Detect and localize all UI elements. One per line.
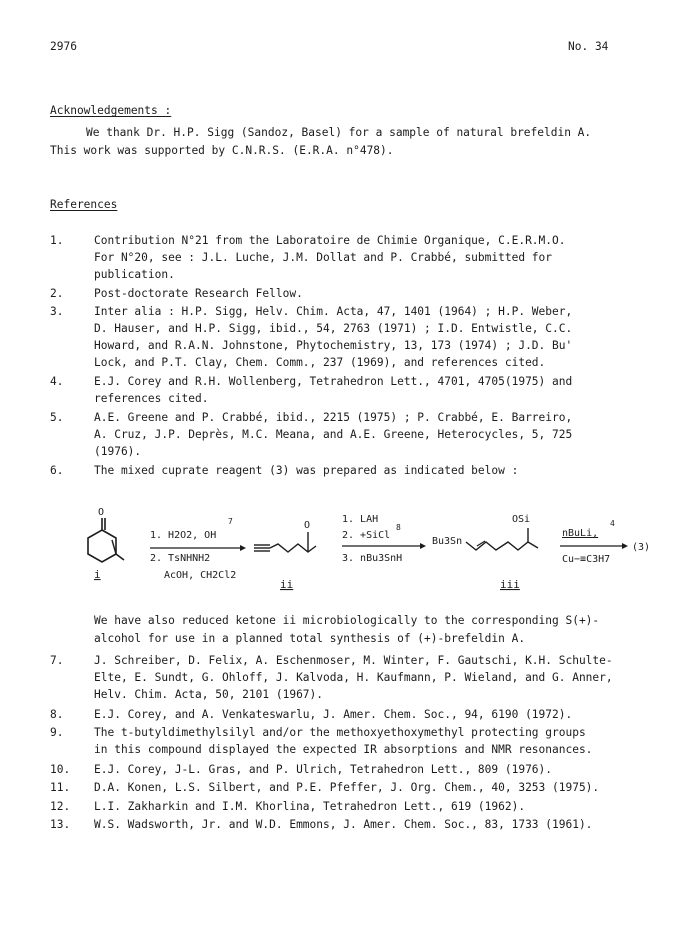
reference-item — [50, 232, 640, 283]
step2-reagent-b: 2. +SiCl — [342, 530, 391, 541]
reference-line: For N°20, see : J.L. Luche, J.M. Dollat and P. Crabbé, submitted for — [94, 251, 553, 264]
reference-line: J. Schreiber, D. Felix, A. Eschenmoser, M. Winter, F. Gautschi, K.H. Schulte- — [94, 654, 613, 667]
reference-line: Post-doctorate Research Fellow. — [94, 286, 303, 300]
step1-sup: 7 — [228, 517, 233, 526]
compound-ii-structure — [254, 532, 316, 552]
compound-iii-structure — [466, 528, 538, 550]
reference-line: in this compound displayed the expected IR absorptions and NMR resonances. — [94, 743, 593, 757]
step3-reagent-b: Cu−≡C3H7 — [562, 554, 611, 565]
reference-line: E.J. Corey and R.H. Wollenberg, Tetrahedron Lett., 4701, 4705(1975) and — [94, 375, 573, 389]
reference-item — [50, 816, 640, 833]
reference-number: 2. — [50, 286, 64, 300]
step1-reagent-a: 1. H2O2, OH — [150, 530, 217, 541]
reference-number: 10. — [50, 762, 71, 776]
step3-reagent-a: nBuLi, — [562, 528, 599, 539]
reference-number: 3. — [50, 305, 64, 319]
reference-number: 9. — [50, 726, 64, 740]
reference-line: The t-butyldimethylsilyl and/or the methoxyethoxymethyl protecting groups — [94, 726, 586, 740]
step2-reagent-a: 1. LAH — [342, 514, 379, 525]
reference-line: Helv. Chim. Acta, 50, 2101 (1967). — [94, 688, 324, 701]
reference-number: 1. — [50, 234, 64, 247]
reference-item — [50, 409, 640, 460]
reference-item — [50, 706, 640, 723]
reference-line: The mixed cuprate reagent (3) was prepared as indicated below : — [94, 463, 519, 477]
reference-number: 13. — [50, 818, 71, 832]
issue-number: No. 34 — [568, 40, 609, 53]
compound-ii-label: ii — [280, 578, 294, 591]
reference-line: E.J. Corey, J-L. Gras, and P. Ulrich, Tetrahedron Lett., 809 (1976). — [94, 762, 553, 776]
references-heading: References — [50, 198, 118, 211]
compound-iii-label: iii — [500, 578, 520, 591]
reference-line: E.J. Corey, and A. Venkateswarlu, J. Amer. Chem. Soc., 94, 6190 (1972). — [94, 707, 573, 721]
reference-item — [50, 373, 640, 407]
reference-item — [50, 652, 640, 703]
reference-item — [50, 779, 640, 796]
reference-number: 7. — [50, 654, 64, 667]
tin-label: Bu3Sn — [432, 536, 463, 547]
scheme-note-line: alcohol for use in a planned total synthesis of (+)-brefeldin A. — [94, 632, 526, 645]
reference-line: Lock, and P.T. Clay, Chem. Comm., 237 (1969), and references cited. — [94, 356, 546, 370]
reference-line: A.E. Greene and P. Crabbé, ibid., 2215 (1975) ; P. Crabbé, E. Barreiro, — [94, 411, 573, 424]
product-label: (3) — [632, 542, 651, 553]
step1-reagent-c: AcOH, CH2Cl2 — [164, 570, 237, 581]
reference-item — [50, 798, 640, 815]
step3-sup: 4 — [610, 519, 615, 528]
page-number: 2976 — [50, 40, 77, 53]
reference-line: D.A. Konen, L.S. Silbert, and P.E. Pfeffer, J. Org. Chem., 40, 3253 (1975). — [94, 781, 600, 795]
reference-line: Howard, and R.A.N. Johnstone, Phytochemistry, 13, 173 (1974) ; J.D. Bu' — [94, 339, 573, 353]
ketone-ii-o-label: O — [304, 520, 311, 531]
reference-item — [50, 285, 640, 302]
ketone-o-label: O — [98, 508, 105, 518]
reference-number: 12. — [50, 799, 71, 813]
acknowledgements-line: We thank Dr. H.P. Sigg (Sandoz, Basel) for a sample of natural brefeldin A. — [86, 126, 592, 139]
reference-line: L.I. Zakharkin and I.M. Khorlina, Tetrahedron Lett., 619 (1962). — [94, 799, 526, 813]
reference-item — [50, 303, 640, 371]
reference-line: (1976). — [94, 445, 142, 458]
reference-line: Elte, E. Sundt, G. Ohloff, J. Kalvoda, H. Kaufmann, P. Wieland, and G. Anner, — [94, 671, 613, 684]
reference-number: 5. — [50, 411, 64, 424]
reference-line: D. Hauser, and H.P. Sigg, ibid., 54, 2763 (1971) ; I.D. Entwistle, C.C. — [94, 322, 573, 336]
acknowledgements-line: This work was supported by C.N.R.S. (E.R.A. n°478). — [50, 144, 394, 157]
reference-number: 11. — [50, 781, 71, 795]
step2-reagent-c: 3. nBu3SnH — [342, 553, 403, 564]
silyl-label: OSi — [512, 514, 531, 525]
scheme-note-line: We have also reduced ketone ii microbiologically to the corresponding S(+)- — [94, 614, 600, 627]
step1-reagent-b: 2. TsNHNH2 — [150, 553, 211, 564]
reference-item — [50, 761, 640, 778]
step2-sup: 8 — [396, 523, 401, 532]
reference-item — [50, 724, 640, 758]
reference-line: W.S. Wadsworth, Jr. and W.D. Emmons, J. Amer. Chem. Soc., 83, 1733 (1961). — [94, 818, 593, 832]
reference-line: references cited. — [94, 392, 209, 406]
reference-number: 8. — [50, 707, 64, 721]
reference-number: 6. — [50, 463, 64, 477]
compound-i-structure — [88, 518, 124, 562]
compound-i-label: i — [94, 568, 101, 581]
reference-line: A. Cruz, J.P. Deprès, M.C. Meana, and A.E. Greene, Heterocycles, 5, 725 — [94, 428, 573, 441]
reference-line: Contribution N°21 from the Laboratoire de Chimie Organique, C.E.R.M.O. — [94, 234, 566, 247]
reference-line: publication. — [94, 268, 175, 281]
reference-line: Inter alia : H.P. Sigg, Helv. Chim. Acta, 47, 1401 (1964) ; H.P. Weber, — [94, 305, 573, 319]
reference-item — [50, 462, 640, 479]
reference-number: 4. — [50, 375, 64, 389]
reaction-scheme — [80, 508, 660, 603]
acknowledgements-heading: Acknowledgements : — [50, 104, 172, 117]
